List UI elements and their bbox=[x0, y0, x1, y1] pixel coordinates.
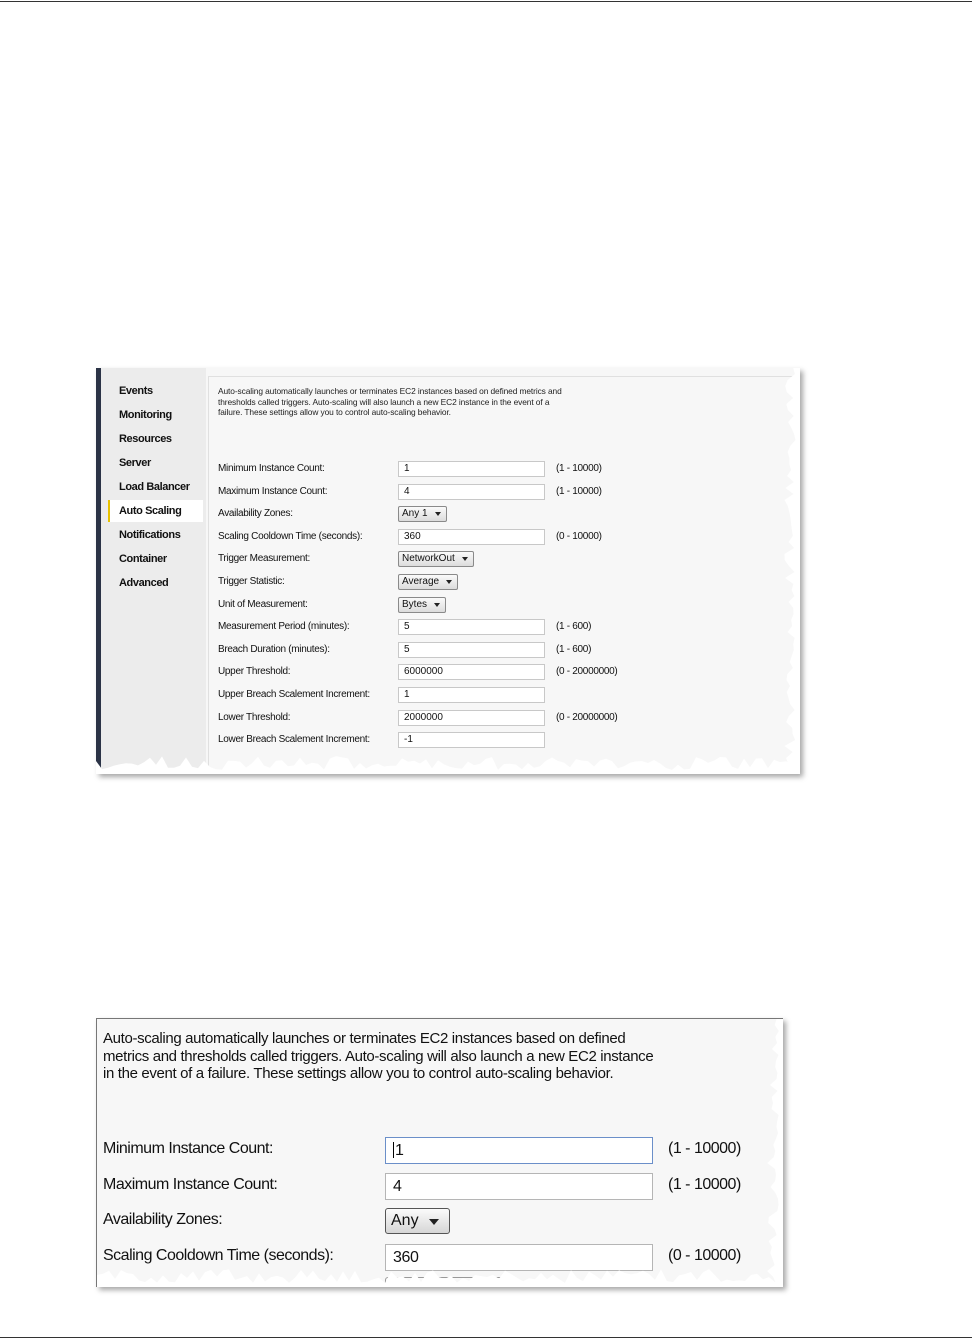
maximum-instance-count-input[interactable]: 4 bbox=[398, 484, 545, 500]
page-top-rule bbox=[0, 1, 972, 2]
maximum-instance-count-range-hint: (1 - 10000) bbox=[668, 1175, 741, 1193]
measurement-period-range-hint: (1 - 600) bbox=[556, 621, 592, 633]
minimum-instance-count-label: Minimum Instance Count: bbox=[218, 463, 325, 474]
unit-of-measurement-label: Unit of Measurement: bbox=[218, 598, 308, 610]
minimum-instance-count-range-hint: (1 - 10000) bbox=[556, 463, 602, 474]
nav-item-events[interactable]: Events bbox=[119, 385, 153, 397]
availability-zones-dropdown[interactable] bbox=[398, 506, 447, 522]
availability-zones-dropdown[interactable] bbox=[385, 1208, 450, 1234]
breach-duration-range-hint: (1 - 600) bbox=[556, 643, 592, 655]
trigger-statistic-dropdown[interactable] bbox=[398, 574, 458, 590]
breach-duration-input[interactable]: 5 bbox=[398, 642, 545, 658]
torn-edge-bottom bbox=[96, 752, 800, 774]
auto-scaling-panel-screenshot bbox=[96, 368, 800, 774]
torn-edge-bottom-zoomed bbox=[97, 1265, 783, 1287]
nav-item-server[interactable]: Server bbox=[119, 457, 151, 469]
lower-breach-scalement-increment-label: Lower Breach Scalement Increment: bbox=[218, 734, 370, 746]
field-row-lower-threshold bbox=[209, 709, 800, 729]
nav-item-auto-scaling[interactable]: Auto Scaling bbox=[108, 500, 203, 522]
field-row-trigger-measurement bbox=[209, 550, 800, 570]
lower-threshold-range-hint: (0 - 20000000) bbox=[556, 711, 618, 723]
auto-scaling-settings bbox=[208, 376, 800, 774]
field-row-unit-of-measurement bbox=[209, 596, 800, 616]
nav-item-monitoring[interactable]: Monitoring bbox=[119, 409, 172, 421]
minimum-instance-count-input[interactable]: 1 bbox=[398, 461, 545, 477]
field-row-scaling-cooldown-time bbox=[209, 528, 800, 548]
lower-threshold-input[interactable]: 2000000 bbox=[398, 710, 545, 726]
chevron-down-icon bbox=[446, 580, 452, 584]
field-row-breach-duration bbox=[209, 641, 800, 661]
trigger-statistic-selected-value: Average bbox=[402, 576, 440, 587]
lower-breach-scalement-increment-input[interactable]: -1 bbox=[398, 732, 545, 748]
upper-threshold-label: Upper Threshold: bbox=[218, 666, 291, 678]
availability-zones-selected-value: Any bbox=[391, 1212, 419, 1229]
chevron-down-icon bbox=[434, 603, 440, 607]
maximum-instance-count-input[interactable]: 4 bbox=[385, 1173, 653, 1200]
upper-threshold-range-hint: (0 - 20000000) bbox=[556, 666, 618, 678]
availability-zones-label: Availability Zones: bbox=[218, 508, 293, 520]
nav-item-container[interactable]: Container bbox=[119, 553, 167, 565]
availability-zones-label: Availability Zones: bbox=[103, 1211, 223, 1228]
nav-item-load-balancer[interactable]: Load Balancer bbox=[119, 481, 190, 493]
nav-item-notifications[interactable]: Notifications bbox=[119, 529, 181, 541]
scaling-cooldown-time-range-hint: (0 - 10000) bbox=[556, 530, 602, 542]
configuration-nav bbox=[101, 368, 206, 774]
field-row-maximum-instance-count bbox=[97, 1172, 783, 1202]
field-row-trigger-statistic bbox=[209, 573, 800, 593]
trigger-measurement-dropdown[interactable] bbox=[398, 551, 474, 567]
auto-scaling-zoomed-screenshot bbox=[96, 1018, 783, 1287]
trigger-measurement-label: Trigger Measurement: bbox=[218, 553, 310, 565]
field-row-measurement-period bbox=[209, 618, 800, 638]
measurement-period-input[interactable]: 5 bbox=[398, 619, 545, 635]
scaling-cooldown-time-range-hint: (0 - 10000) bbox=[668, 1246, 741, 1264]
page-bottom-rule bbox=[0, 1337, 972, 1338]
field-row-minimum-instance-count bbox=[209, 460, 800, 480]
upper-breach-scalement-increment-input[interactable]: 1 bbox=[398, 687, 545, 703]
auto-scaling-description-zoomed: Auto-scaling automatically launches or terminates EC2 instances based on defined metrics and thresholds called triggers. Auto-scaling will also launch a new EC2 instance in the event of a failure. These settings allow you to control auto-scaling behavior. bbox=[103, 1030, 654, 1082]
upper-threshold-input[interactable]: 6000000 bbox=[398, 664, 545, 680]
scaling-cooldown-time-label: Scaling Cooldown Time (seconds): bbox=[103, 1246, 334, 1264]
scaling-cooldown-time-label: Scaling Cooldown Time (seconds): bbox=[218, 530, 363, 542]
maximum-instance-count-label: Maximum Instance Count: bbox=[103, 1175, 278, 1193]
chevron-down-icon bbox=[462, 557, 468, 561]
scaling-cooldown-time-input[interactable]: 360 bbox=[385, 1244, 653, 1271]
chevron-down-icon bbox=[429, 1219, 439, 1225]
field-row-upper-breach-scalement-increment bbox=[209, 686, 800, 706]
minimum-instance-count-input[interactable]: 1 bbox=[385, 1137, 653, 1164]
breach-duration-label: Breach Duration (minutes): bbox=[218, 643, 330, 655]
unit-of-measurement-selected-value: Bytes bbox=[402, 598, 428, 610]
auto-scaling-description: Auto-scaling automatically launches or terminates EC2 instances based on defined metrics and thresholds called triggers. Auto-scaling will also launch a new EC2 instance in the event of a failure. These settings allow you to control auto-scaling behavior. bbox=[218, 386, 562, 417]
trigger-measurement-selected-value: NetworkOut bbox=[402, 553, 455, 565]
trigger-statistic-label: Trigger Statistic: bbox=[218, 576, 285, 587]
nav-item-advanced[interactable]: Advanced bbox=[119, 577, 169, 589]
torn-edge-right bbox=[780, 368, 800, 774]
unit-of-measurement-dropdown[interactable] bbox=[398, 597, 446, 613]
chevron-down-icon bbox=[435, 512, 441, 516]
maximum-instance-count-range-hint: (1 - 10000) bbox=[556, 485, 602, 497]
measurement-period-label: Measurement Period (minutes): bbox=[218, 621, 350, 633]
lower-threshold-label: Lower Threshold: bbox=[218, 711, 291, 723]
field-row-minimum-instance-count bbox=[97, 1136, 783, 1166]
availability-zones-selected-value: Any 1 bbox=[402, 508, 428, 520]
torn-edge-right-zoomed bbox=[763, 1019, 783, 1287]
field-row-availability-zones bbox=[97, 1207, 783, 1237]
field-row-upper-threshold bbox=[209, 663, 800, 683]
nav-item-resources[interactable]: Resources bbox=[119, 433, 172, 445]
upper-breach-scalement-increment-label: Upper Breach Scalement Increment: bbox=[218, 689, 370, 700]
minimum-instance-count-label: Minimum Instance Count: bbox=[103, 1140, 273, 1157]
maximum-instance-count-label: Maximum Instance Count: bbox=[218, 485, 328, 497]
field-row-lower-breach-scalement-increment bbox=[209, 731, 800, 751]
field-row-maximum-instance-count bbox=[209, 483, 800, 503]
scaling-cooldown-time-input[interactable]: 360 bbox=[398, 529, 545, 545]
field-row-availability-zones bbox=[209, 505, 800, 525]
minimum-instance-count-range-hint: (1 - 10000) bbox=[668, 1140, 741, 1157]
